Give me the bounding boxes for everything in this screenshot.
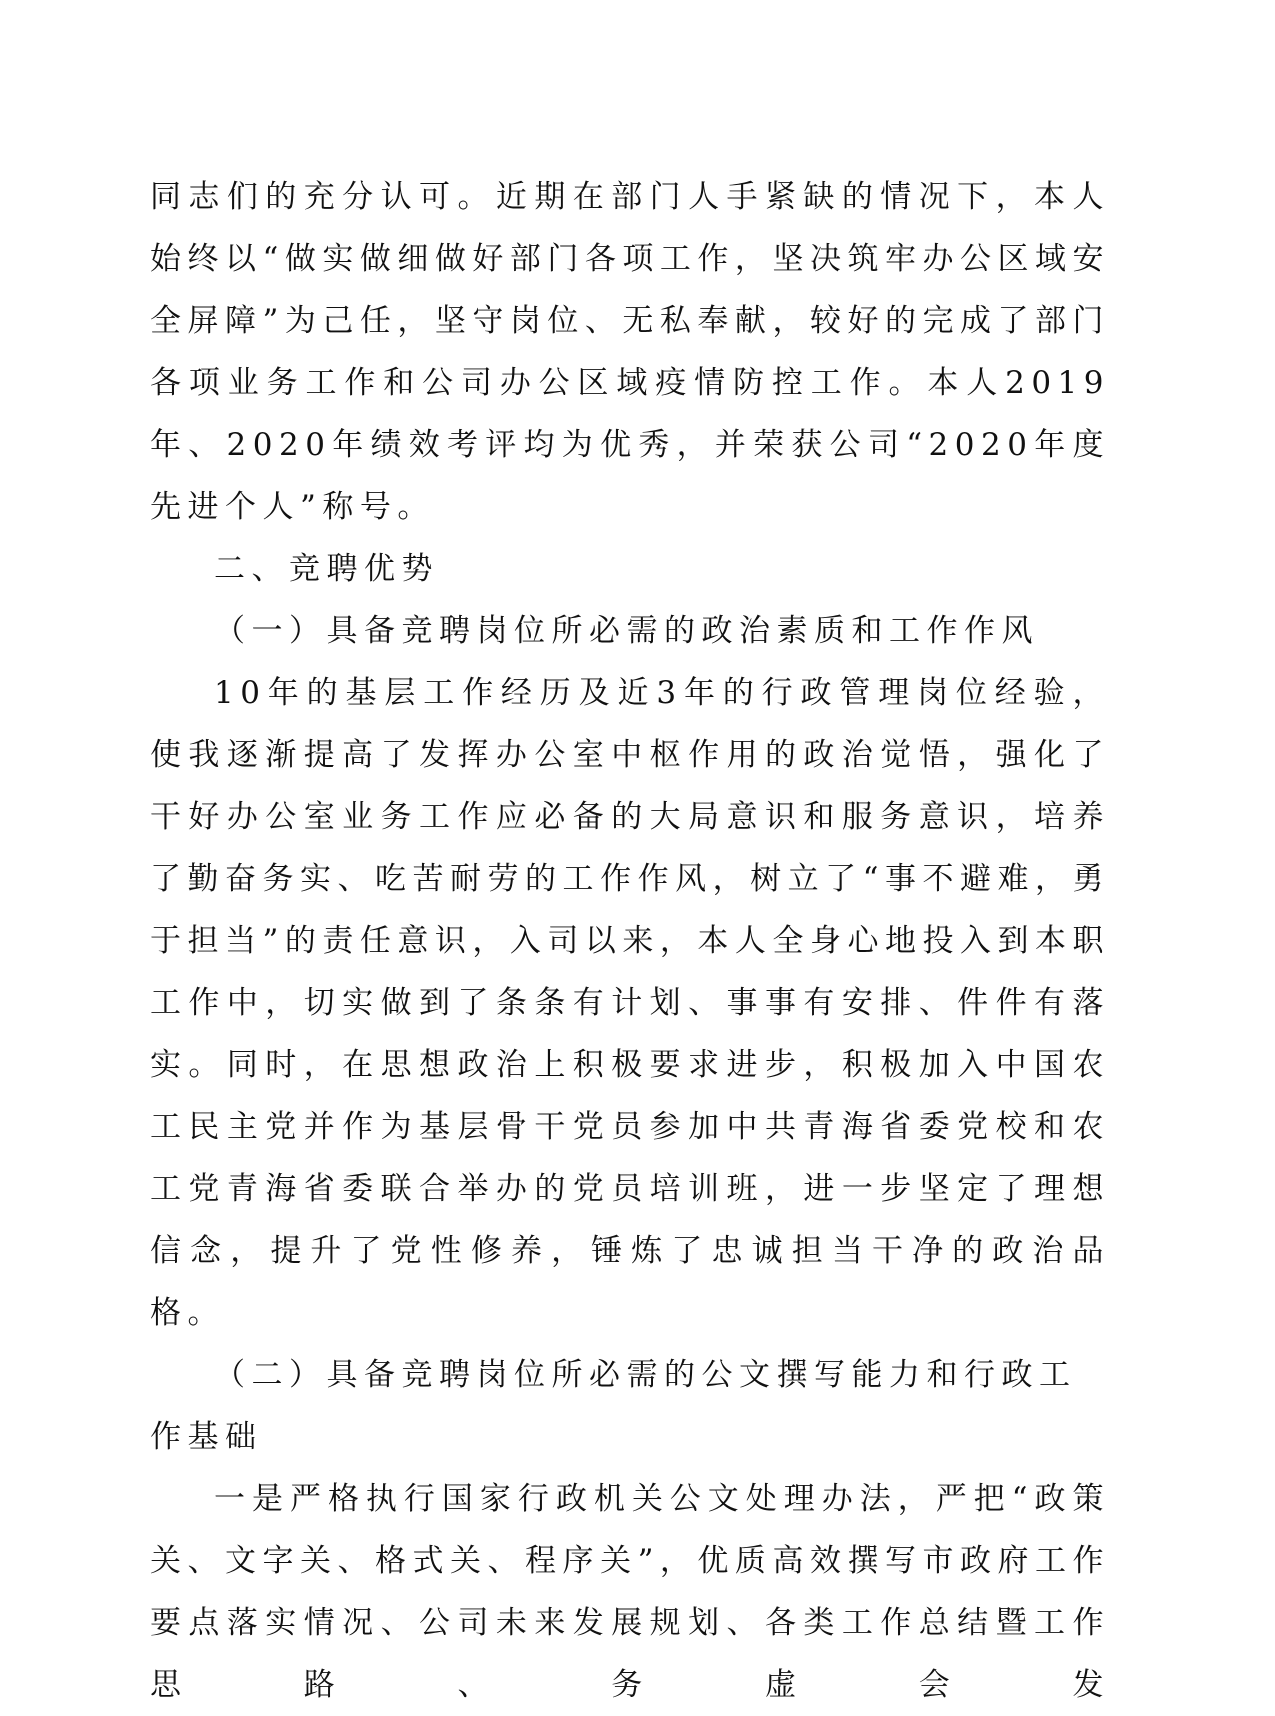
- sub-heading-political-quality: （一）具备竞聘岗位所必需的政治素质和工作作风: [214, 613, 1039, 649]
- paragraph-political-quality: 10年的基层工作经历及近3年的行政管理岗位经验，使我逐渐提高了发挥办公室中枢作用的政治觉悟，强化了干好办公室业务工作应必备的大局意识和服务意识，培养了勤奋务实、吃苦耐劳的工作作风，树立了“事不避难，勇于担当”的责任意识，入司以来，本人全身心地投入到本职工作中，切实做到了条条有计划、事事有安排、件件有落实。同时，在思想政治上积极要求进步，积极加入中国农工民主党并作为基层骨干党员参加中共青海省委党校和农工党青海省委联合举办的党员培训班，进一步坚定了理想信念，提升了党性修养，锤炼了忠诚担当干净的政治品格。: [150, 675, 1110, 1331]
- document-body: [150, 166, 1110, 1716]
- paragraph-achievements: 同志们的充分认可。近期在部门人手紧缺的情况下，本人始终以“做实做细做好部门各项工作，坚决筑牢办公区域安全屏障”为己任，坚守岗位、无私奉献，较好的完成了部门各项业务工作和公司办公区域疫情防控工作。本人2019年、2020年绩效考评均为优秀，并荣获公司“2020年度先进个人”称号。: [150, 179, 1110, 525]
- sub-heading-writing-ability: （二）具备竞聘岗位所必需的公文撰写能力和行政工作基础: [150, 1357, 1077, 1455]
- section-heading-advantages: 二、竞聘优势: [214, 551, 439, 587]
- paragraph-writing-ability: 一是严格执行国家行政机关公文处理办法，严把“政策关、文字关、格式关、程序关”，优质高效撰写市政府工作要点落实情况、公司未来发展规划、各类工作总结暨工作思路、务虚会发: [150, 1481, 1110, 1703]
